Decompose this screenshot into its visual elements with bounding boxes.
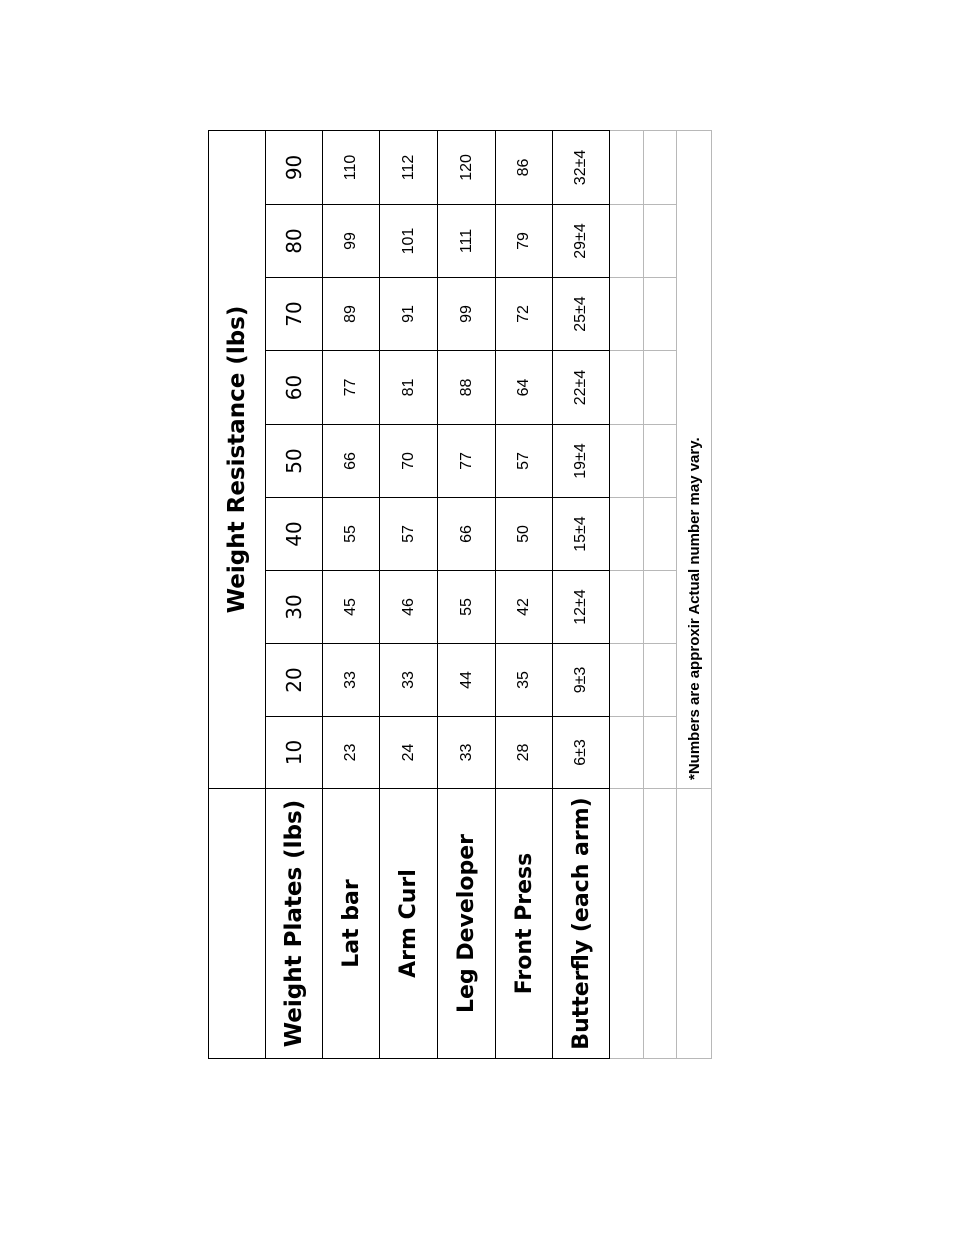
value-cell: 25±4 [553,278,610,351]
plate-cell: 80 [266,205,323,278]
value-cell: 44 [438,644,496,717]
plate-cell: 20 [266,644,323,717]
value-cell: 29±4 [553,205,610,278]
title-row [209,130,266,1058]
row-label: Front Press [496,789,553,1059]
blank-cell [610,644,644,717]
blank-cell [644,498,677,571]
blank-cell [610,351,644,425]
rotated-table-container [208,131,711,1059]
blank-cell [644,717,677,789]
value-cell: 77 [438,425,496,498]
value-cell: 46 [380,571,438,644]
value-cell: 6±3 [553,717,610,789]
value-cell: 55 [438,571,496,644]
value-cell: 19±4 [553,425,610,498]
table-row [380,130,438,1058]
value-cell: 111 [438,205,496,278]
value-cell: 70 [380,425,438,498]
value-cell: 99 [438,278,496,351]
value-cell: 86 [496,130,553,204]
blank-cell [610,717,644,789]
plate-cell: 10 [266,717,323,789]
value-cell: 32±4 [553,130,610,204]
value-cell: 45 [323,571,380,644]
blank-cell [644,351,677,425]
value-cell: 23 [323,717,380,789]
value-cell: 101 [380,205,438,278]
value-cell: 99 [323,205,380,278]
plates-label: Weight Plates (lbs) [266,789,323,1059]
blank-cell [644,425,677,498]
value-cell: 112 [380,130,438,204]
blank-cell [610,130,644,204]
value-cell: 120 [438,130,496,204]
row-label: Arm Curl [380,789,438,1059]
value-cell: 88 [438,351,496,425]
blank-row [644,130,677,1058]
blank-cell [677,789,712,1059]
blank-cell [644,571,677,644]
value-cell: 66 [438,498,496,571]
table-title: Weight Resistance (lbs) [209,130,266,788]
value-cell: 66 [323,425,380,498]
blank-cell [644,789,677,1059]
value-cell: 72 [496,278,553,351]
blank-cell [644,278,677,351]
blank-cell [644,644,677,717]
value-cell: 12±4 [553,571,610,644]
footnote-row [677,130,712,1058]
value-cell: 42 [496,571,553,644]
blank-cell [610,571,644,644]
value-cell: 9±3 [553,644,610,717]
blank-cell [610,498,644,571]
value-cell: 57 [496,425,553,498]
value-cell: 33 [323,644,380,717]
row-label: Lat bar [323,789,380,1059]
plate-cell: 40 [266,498,323,571]
plate-cell: 90 [266,130,323,204]
value-cell: 89 [323,278,380,351]
blank-cell [610,205,644,278]
value-cell: 15±4 [553,498,610,571]
blank-cell [644,130,677,204]
table-row [438,130,496,1058]
value-cell: 79 [496,205,553,278]
blank-cell [610,789,644,1059]
value-cell: 91 [380,278,438,351]
value-cell: 57 [380,498,438,571]
table-row [553,130,610,1058]
blank-row [610,130,644,1058]
blank-cell [610,425,644,498]
blank-cell [610,278,644,351]
value-cell: 22±4 [553,351,610,425]
value-cell: 64 [496,351,553,425]
value-cell: 24 [380,717,438,789]
title-corner-cell [209,789,266,1059]
value-cell: 55 [323,498,380,571]
value-cell: 35 [496,644,553,717]
value-cell: 28 [496,717,553,789]
plates-row [266,130,323,1058]
table-row [496,130,553,1058]
plate-cell: 70 [266,278,323,351]
value-cell: 33 [380,644,438,717]
value-cell: 77 [323,351,380,425]
plate-cell: 60 [266,351,323,425]
blank-cell [644,205,677,278]
table-row [323,130,380,1058]
footnote-text: *Numbers are approxir Actual number may vary. [685,437,703,780]
value-cell: 33 [438,717,496,789]
row-label: Butterfly (each arm) [553,789,610,1059]
plate-cell: 30 [266,571,323,644]
value-cell: 50 [496,498,553,571]
weight-resistance-table [208,130,712,1059]
value-cell: 81 [380,351,438,425]
plate-cell: 50 [266,425,323,498]
footnote-cell [677,130,712,788]
value-cell: 110 [323,130,380,204]
row-label: Leg Developer [438,789,496,1059]
